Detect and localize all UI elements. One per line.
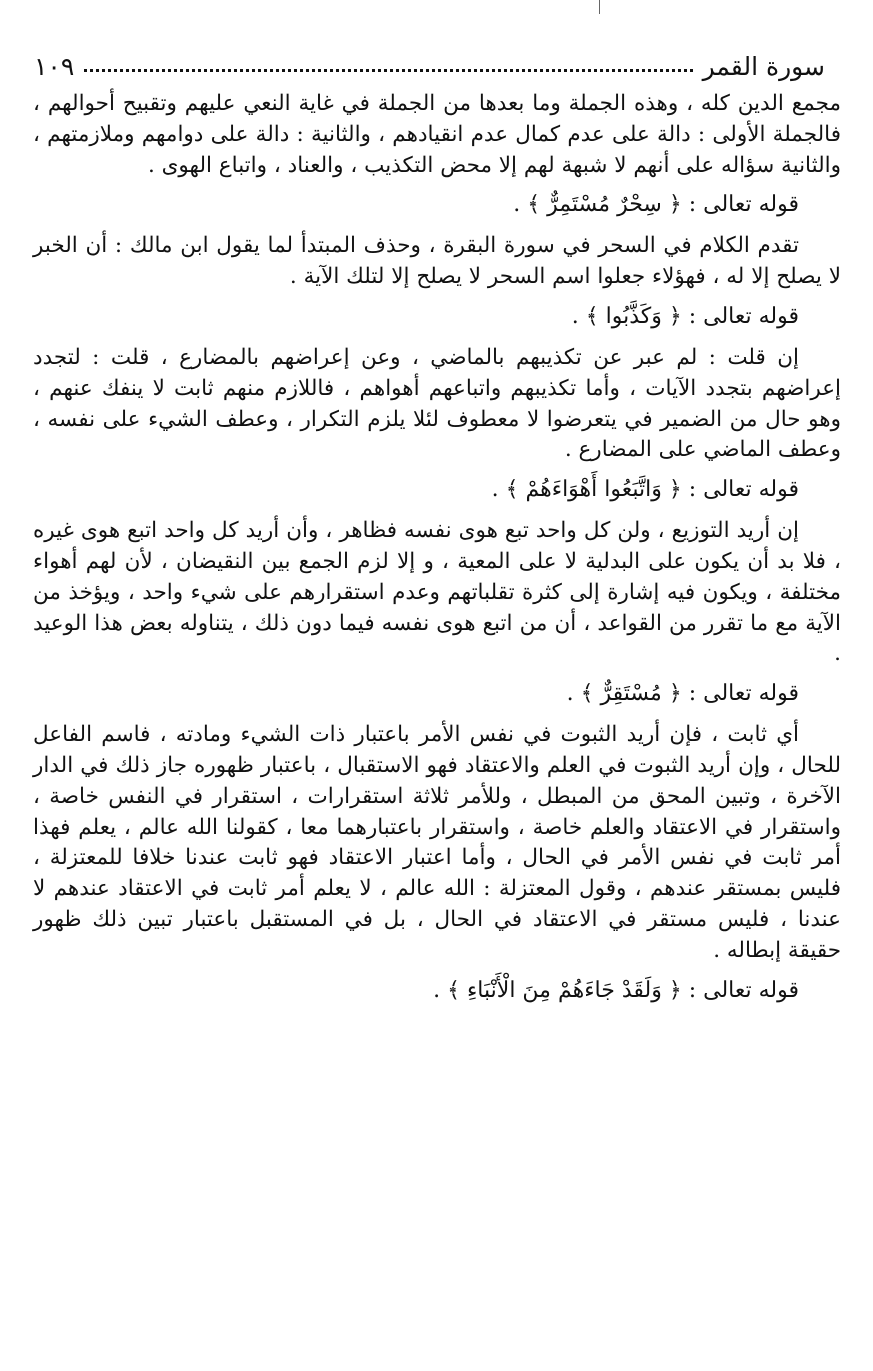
commentary-paragraph: أي ثابت ، فإن أريد الثبوت في نفس الأمر باعتبار ذات الشيء ومادته ، فاسم الفاعل للحال ، وإن أريد الثبوت في العلم والاعتقاد فهو الاستقبال ، باعتبار ظهوره جاز ذلك في الدار الآخرة ، وتبين المحق من المبطل ، وللأمر ثلاثة استقرارات ، استقرار في النفس خاصة ، واستقرار في الاعتقاد والعلم خاصة ، واستقرار باعتبارهما معا ، كقولنا الله عالم ، يعلم فهذا أمر ثابت في نفس الأمر في الحال ، وأما اعتبار الاعتقاد فهو ثابت عندنا خلافا للمعتزلة ، فليس بمستقر عندهم ، وقول المعتزلة : الله عالم ، لا يعلم أمر ثابت في الاعتقاد عندهم لا عندنا ، فليس مستقر في الاعتقاد في الحال ، بل في المستقبل باعتبار تبين ذلك ظهور حقيقة إبطاله . — [33, 722, 841, 963]
verse-heading-4 — [33, 679, 841, 709]
verse-intro: قوله تعالى : — [688, 192, 799, 218]
verse-intro: قوله تعالى : — [688, 977, 799, 1003]
verse-end-mark: . — [433, 977, 441, 1003]
quran-verse: ﴿ سِحْرٌ مُسْتَمِرٌّ ﴾ — [527, 192, 682, 218]
verse-heading-1 — [33, 190, 841, 220]
scan-edge-mark — [599, 0, 600, 14]
paragraph-opening: مجمع الدين كله ، وهذه الجملة وما بعدها من الجملة في غاية النعي عليهم وتقبيح أحوالهم ، فالجملة الأولى : دالة على عدم كمال عدم انقيادهم ، والثانية : دالة على دوامهم وملازمتهم ، والثانية سؤاله على أنهم لا شبهة لهم إلا محض التكذيب ، والعناد ، واتباع الهوى . — [33, 91, 841, 178]
quran-verse: ﴿ مُسْتَقِرٌّ ﴾ — [580, 681, 682, 707]
quran-verse: ﴿ وَاتَّبَعُوا أَهْوَاءَهُمْ ﴾ — [505, 477, 682, 503]
verse-heading-2 — [33, 302, 841, 332]
commentary-paragraph: إن قلت : لم عبر عن تكذيبهم بالماضي ، وعن إعراضهم بالمضارع ، قلت : لتجدد إعراضهم بتجدد الآيات ، وأما تكذيبهم واتباعهم أهواهم ، فاللازم منهم ثابت لا ينفك عنهم ، وهو حال من الضمير في يتعرضوا لا معطوف لئلا يلزم التكرار ، وعطف الشيء على نفسه ، وعطف الماضي على المضارع . — [33, 344, 841, 463]
quran-verse: ﴿ وَكَذَّبُوا ﴾ — [585, 303, 682, 329]
commentary-paragraph: إن أريد التوزيع ، ولن كل واحد تبع هوى نفسه فظاهر ، وأن أريد كل واحد اتبع هوى غيره ، فلا بد أن يكون على البدلية لا على المعية ، و إلا لزم الجمع بين النقيضان ، لأن لهم أهواء مختلفة ، ويكون فيه إشارة إلى كثرة تقلباتهم وعدم استقرارهم على شيء واحد ، ويؤخذ من الآية مع ما تقرر من القواعد ، أن من اتبع هوى نفسه فيما دون ذلك ، يتناوله بعض هذا الوعيد . — [33, 518, 841, 667]
verse-intro: قوله تعالى : — [688, 477, 799, 503]
commentary-paragraph: تقدم الكلام في السحر في سورة البقرة ، وحذف المبتدأ لما يقول ابن مالك : أن الخبر لا يصلح إلا له ، فهؤلاء جعلوا اسم السحر لا يصلح إلا لتلك الآية . — [33, 233, 841, 290]
verse-end-mark: . — [513, 192, 521, 218]
verse-intro: قوله تعالى : — [688, 681, 799, 707]
header-dotted-leader — [84, 69, 692, 72]
verse-end-mark: . — [571, 303, 579, 329]
page-number: ١٠٩ — [34, 51, 75, 81]
verse-heading-5 — [33, 976, 841, 1006]
verse-heading-3 — [33, 475, 841, 505]
page-body — [33, 89, 841, 1017]
surah-title: سورة القمر — [702, 51, 825, 81]
verse-intro: قوله تعالى : — [688, 303, 799, 329]
verse-end-mark: . — [566, 681, 574, 707]
quran-verse: ﴿ وَلَقَدْ جَاءَهُمْ مِنَ الْأَنْبَاءِ ﴾ — [447, 977, 682, 1003]
verse-end-mark: . — [491, 477, 499, 503]
page-header — [34, 46, 825, 86]
